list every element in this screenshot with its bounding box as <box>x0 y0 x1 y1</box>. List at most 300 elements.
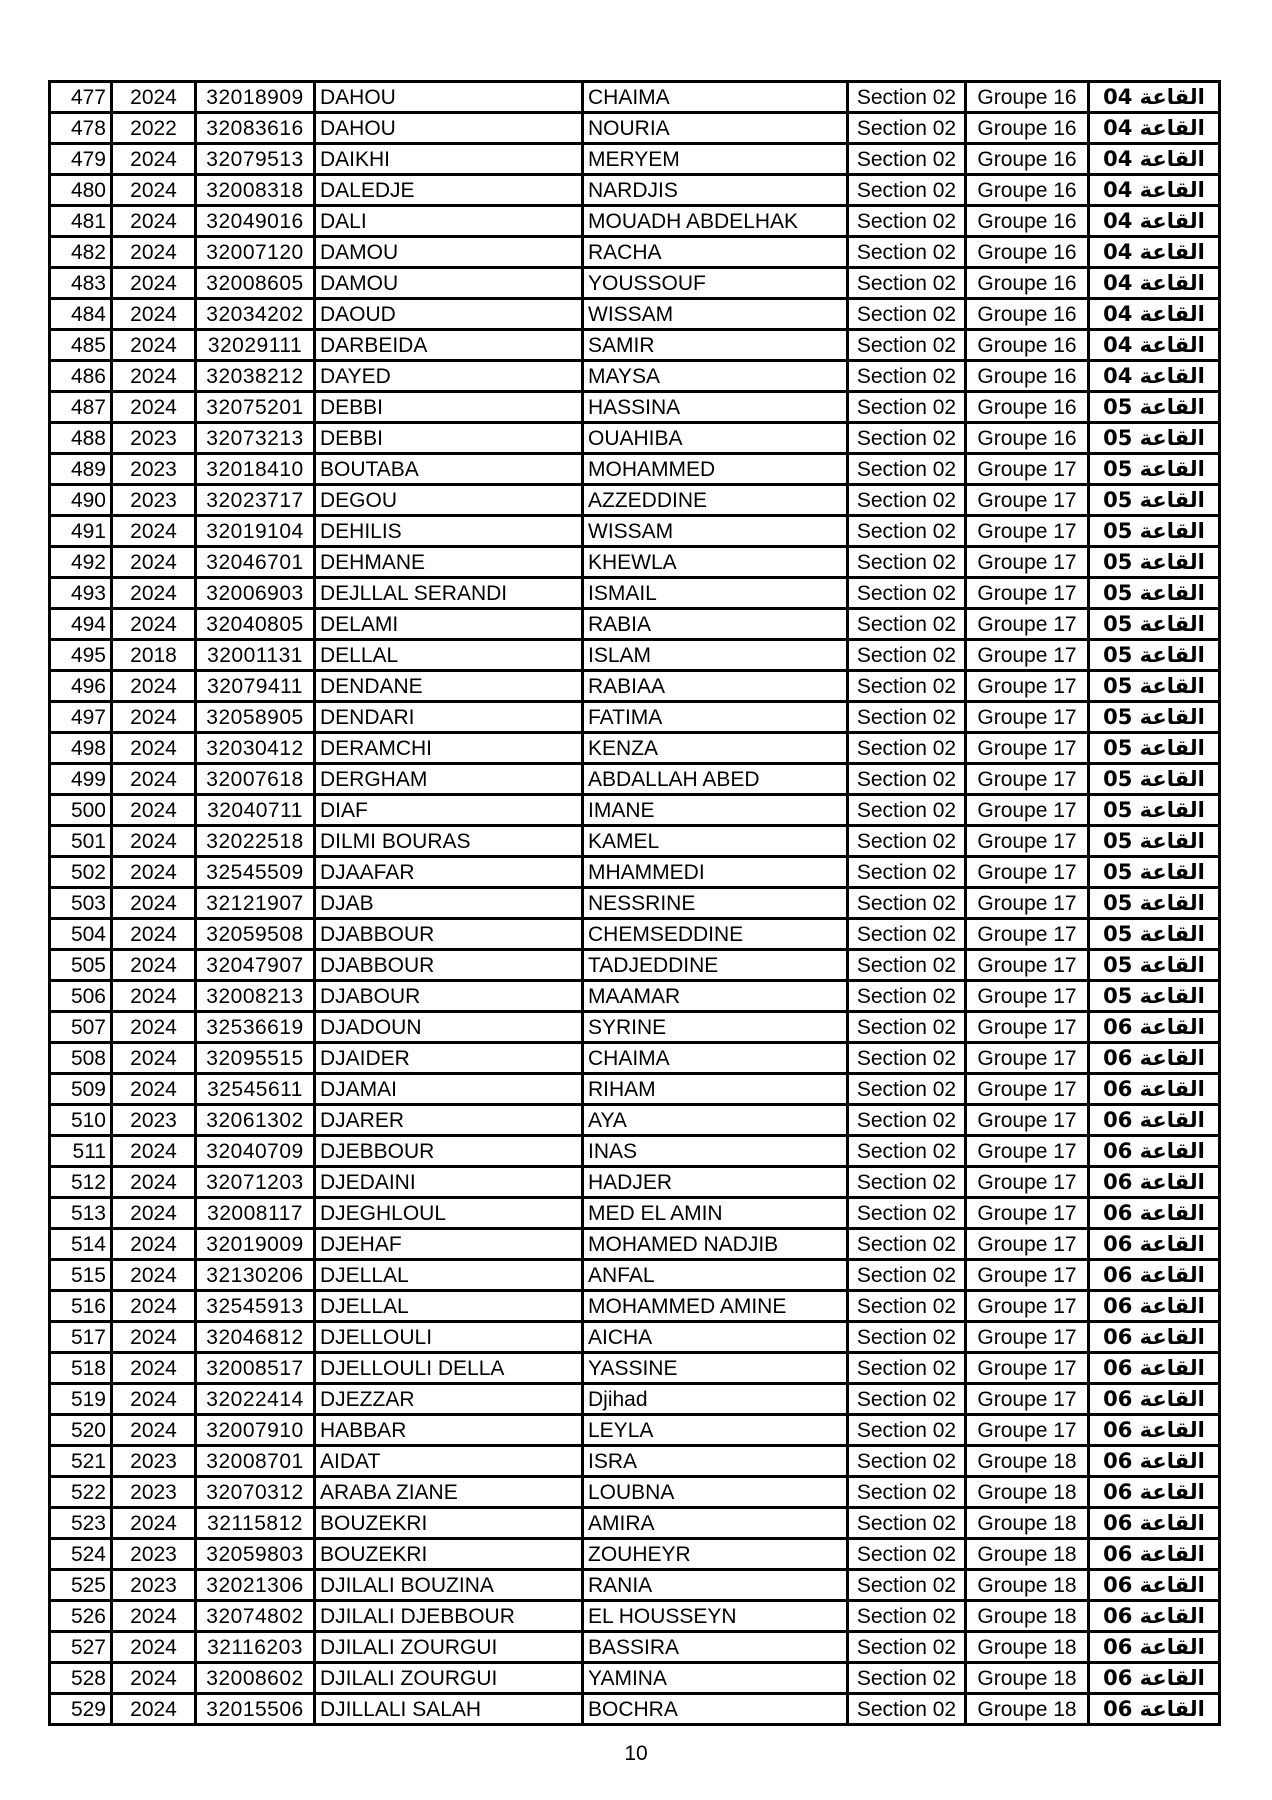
table-row <box>50 1260 1220 1291</box>
cell-last-name: DJILALI BOUZINA <box>315 1570 583 1601</box>
cell-last-name: DAMOU <box>315 237 583 268</box>
cell-registration-id: 32034202 <box>196 299 315 330</box>
cell-year: 2023 <box>112 485 196 516</box>
cell-section: Section 02 <box>848 547 966 578</box>
table-row <box>50 578 1220 609</box>
cell-room: القاعة 05 <box>1089 609 1220 640</box>
cell-first-name: BASSIRA <box>583 1632 848 1663</box>
table-row <box>50 1384 1220 1415</box>
table-row <box>50 113 1220 144</box>
cell-year: 2024 <box>112 268 196 299</box>
cell-group: Groupe 17 <box>966 733 1089 764</box>
cell-section: Section 02 <box>848 1322 966 1353</box>
cell-first-name: WISSAM <box>583 299 848 330</box>
cell-registration-id: 32040805 <box>196 609 315 640</box>
cell-group: Groupe 16 <box>966 423 1089 454</box>
cell-last-name: DAHOU <box>315 113 583 144</box>
cell-first-name: KAMEL <box>583 826 848 857</box>
cell-registration-id: 32049016 <box>196 206 315 237</box>
table-row <box>50 1198 1220 1229</box>
cell-year: 2024 <box>112 1694 196 1725</box>
cell-year: 2024 <box>112 578 196 609</box>
cell-first-name: CHEMSEDDINE <box>583 919 848 950</box>
cell-group: Groupe 16 <box>966 392 1089 423</box>
cell-first-name: BOCHRA <box>583 1694 848 1725</box>
cell-section: Section 02 <box>848 1446 966 1477</box>
cell-section: Section 02 <box>848 268 966 299</box>
cell-last-name: DJEGHLOUL <box>315 1198 583 1229</box>
cell-section: Section 02 <box>848 485 966 516</box>
cell-section: Section 02 <box>848 1570 966 1601</box>
cell-group: Groupe 16 <box>966 175 1089 206</box>
cell-room: القاعة 06 <box>1089 1229 1220 1260</box>
cell-section: Section 02 <box>848 1353 966 1384</box>
cell-section: Section 02 <box>848 1694 966 1725</box>
cell-year: 2024 <box>112 1663 196 1694</box>
cell-room: القاعة 05 <box>1089 516 1220 547</box>
cell-last-name: DJADOUN <box>315 1012 583 1043</box>
cell-section: Section 02 <box>848 299 966 330</box>
cell-group: Groupe 17 <box>966 795 1089 826</box>
cell-last-name: DELLAL <box>315 640 583 671</box>
cell-first-name: RABIAA <box>583 671 848 702</box>
cell-registration-id: 32536619 <box>196 1012 315 1043</box>
cell-year: 2024 <box>112 516 196 547</box>
table-row <box>50 175 1220 206</box>
cell-registration-id: 32083616 <box>196 113 315 144</box>
table-row <box>50 1601 1220 1632</box>
cell-section: Section 02 <box>848 1384 966 1415</box>
cell-last-name: DAYED <box>315 361 583 392</box>
cell-section: Section 02 <box>848 1477 966 1508</box>
cell-row-number: 494 <box>50 609 112 640</box>
cell-group: Groupe 18 <box>966 1508 1089 1539</box>
table-row <box>50 640 1220 671</box>
cell-year: 2023 <box>112 1446 196 1477</box>
cell-room: القاعة 06 <box>1089 1198 1220 1229</box>
cell-section: Section 02 <box>848 1043 966 1074</box>
table-row <box>50 1105 1220 1136</box>
cell-registration-id: 32019009 <box>196 1229 315 1260</box>
table-row <box>50 795 1220 826</box>
cell-year: 2024 <box>112 299 196 330</box>
cell-last-name: DAMOU <box>315 268 583 299</box>
cell-year: 2024 <box>112 857 196 888</box>
cell-group: Groupe 16 <box>966 144 1089 175</box>
cell-room: القاعة 04 <box>1089 361 1220 392</box>
cell-group: Groupe 16 <box>966 113 1089 144</box>
cell-registration-id: 32008213 <box>196 981 315 1012</box>
cell-row-number: 500 <box>50 795 112 826</box>
cell-section: Section 02 <box>848 1136 966 1167</box>
table-row <box>50 144 1220 175</box>
cell-registration-id: 32007910 <box>196 1415 315 1446</box>
cell-year: 2024 <box>112 733 196 764</box>
table-row <box>50 485 1220 516</box>
cell-group: Groupe 17 <box>966 485 1089 516</box>
cell-section: Section 02 <box>848 175 966 206</box>
cell-group: Groupe 18 <box>966 1446 1089 1477</box>
cell-row-number: 528 <box>50 1663 112 1694</box>
cell-first-name: NARDJIS <box>583 175 848 206</box>
cell-room: القاعة 06 <box>1089 1291 1220 1322</box>
cell-group: Groupe 16 <box>966 330 1089 361</box>
cell-group: Groupe 17 <box>966 702 1089 733</box>
cell-registration-id: 32073213 <box>196 423 315 454</box>
cell-room: القاعة 06 <box>1089 1632 1220 1663</box>
cell-first-name: ABDALLAH ABED <box>583 764 848 795</box>
cell-row-number: 489 <box>50 454 112 485</box>
table-row <box>50 1043 1220 1074</box>
cell-year: 2024 <box>112 1043 196 1074</box>
cell-group: Groupe 18 <box>966 1663 1089 1694</box>
cell-room: القاعة 04 <box>1089 82 1220 113</box>
cell-row-number: 497 <box>50 702 112 733</box>
cell-year: 2018 <box>112 640 196 671</box>
cell-last-name: DARBEIDA <box>315 330 583 361</box>
cell-registration-id: 32008517 <box>196 1353 315 1384</box>
cell-first-name: CHAIMA <box>583 1043 848 1074</box>
cell-row-number: 506 <box>50 981 112 1012</box>
cell-registration-id: 32018909 <box>196 82 315 113</box>
cell-row-number: 511 <box>50 1136 112 1167</box>
cell-section: Section 02 <box>848 1663 966 1694</box>
cell-last-name: BOUZEKRI <box>315 1539 583 1570</box>
cell-last-name: DJEZZAR <box>315 1384 583 1415</box>
cell-first-name: NOURIA <box>583 113 848 144</box>
table-row <box>50 206 1220 237</box>
cell-registration-id: 32075201 <box>196 392 315 423</box>
cell-row-number: 493 <box>50 578 112 609</box>
cell-section: Section 02 <box>848 919 966 950</box>
cell-row-number: 526 <box>50 1601 112 1632</box>
cell-registration-id: 32008318 <box>196 175 315 206</box>
cell-first-name: RANIA <box>583 1570 848 1601</box>
cell-section: Section 02 <box>848 1508 966 1539</box>
cell-year: 2023 <box>112 1477 196 1508</box>
cell-first-name: MAAMAR <box>583 981 848 1012</box>
cell-section: Section 02 <box>848 237 966 268</box>
cell-registration-id: 32058905 <box>196 702 315 733</box>
cell-last-name: DEBBI <box>315 392 583 423</box>
cell-registration-id: 32038212 <box>196 361 315 392</box>
cell-room: القاعة 04 <box>1089 268 1220 299</box>
cell-room: القاعة 06 <box>1089 1508 1220 1539</box>
cell-section: Section 02 <box>848 82 966 113</box>
cell-row-number: 488 <box>50 423 112 454</box>
cell-year: 2024 <box>112 175 196 206</box>
cell-room: القاعة 05 <box>1089 764 1220 795</box>
cell-group: Groupe 17 <box>966 1167 1089 1198</box>
cell-section: Section 02 <box>848 392 966 423</box>
cell-year: 2024 <box>112 1198 196 1229</box>
cell-row-number: 521 <box>50 1446 112 1477</box>
cell-registration-id: 32070312 <box>196 1477 315 1508</box>
cell-room: القاعة 04 <box>1089 330 1220 361</box>
cell-first-name: HADJER <box>583 1167 848 1198</box>
cell-row-number: 508 <box>50 1043 112 1074</box>
cell-registration-id: 32079411 <box>196 671 315 702</box>
cell-last-name: DILMI BOURAS <box>315 826 583 857</box>
cell-section: Section 02 <box>848 702 966 733</box>
cell-row-number: 517 <box>50 1322 112 1353</box>
cell-group: Groupe 16 <box>966 299 1089 330</box>
cell-group: Groupe 17 <box>966 888 1089 919</box>
table-row <box>50 1074 1220 1105</box>
cell-year: 2024 <box>112 144 196 175</box>
cell-room: القاعة 05 <box>1089 919 1220 950</box>
table-row <box>50 1167 1220 1198</box>
table-body <box>50 82 1220 1725</box>
cell-group: Groupe 17 <box>966 516 1089 547</box>
cell-registration-id: 32019104 <box>196 516 315 547</box>
cell-registration-id: 32115812 <box>196 1508 315 1539</box>
cell-registration-id: 32059508 <box>196 919 315 950</box>
cell-first-name: ISRA <box>583 1446 848 1477</box>
cell-last-name: DJEDAINI <box>315 1167 583 1198</box>
table-row <box>50 237 1220 268</box>
cell-row-number: 515 <box>50 1260 112 1291</box>
cell-section: Section 02 <box>848 1601 966 1632</box>
cell-section: Section 02 <box>848 857 966 888</box>
cell-row-number: 512 <box>50 1167 112 1198</box>
cell-row-number: 483 <box>50 268 112 299</box>
cell-row-number: 485 <box>50 330 112 361</box>
cell-group: Groupe 17 <box>966 764 1089 795</box>
cell-last-name: AIDAT <box>315 1446 583 1477</box>
cell-group: Groupe 16 <box>966 206 1089 237</box>
cell-room: القاعة 06 <box>1089 1074 1220 1105</box>
cell-section: Section 02 <box>848 144 966 175</box>
cell-row-number: 529 <box>50 1694 112 1725</box>
cell-first-name: MOHAMMED <box>583 454 848 485</box>
cell-row-number: 514 <box>50 1229 112 1260</box>
cell-first-name: SAMIR <box>583 330 848 361</box>
table-row <box>50 1570 1220 1601</box>
cell-group: Groupe 17 <box>966 1136 1089 1167</box>
cell-registration-id: 32079513 <box>196 144 315 175</box>
cell-section: Section 02 <box>848 1415 966 1446</box>
table-row <box>50 1477 1220 1508</box>
cell-row-number: 496 <box>50 671 112 702</box>
cell-group: Groupe 17 <box>966 1415 1089 1446</box>
cell-last-name: DJAMAI <box>315 1074 583 1105</box>
cell-year: 2024 <box>112 1074 196 1105</box>
cell-last-name: DELAMI <box>315 609 583 640</box>
cell-last-name: BOUTABA <box>315 454 583 485</box>
cell-last-name: DJAIDER <box>315 1043 583 1074</box>
cell-last-name: DJELLOULI DELLA <box>315 1353 583 1384</box>
cell-registration-id: 32071203 <box>196 1167 315 1198</box>
cell-first-name: HASSINA <box>583 392 848 423</box>
cell-row-number: 477 <box>50 82 112 113</box>
cell-group: Groupe 17 <box>966 578 1089 609</box>
table-row <box>50 764 1220 795</box>
cell-room: القاعة 05 <box>1089 857 1220 888</box>
cell-last-name: ARABA ZIANE <box>315 1477 583 1508</box>
cell-last-name: DAIKHI <box>315 144 583 175</box>
cell-year: 2024 <box>112 1601 196 1632</box>
cell-room: القاعة 04 <box>1089 175 1220 206</box>
cell-row-number: 519 <box>50 1384 112 1415</box>
cell-year: 2024 <box>112 1322 196 1353</box>
cell-first-name: Djihad <box>583 1384 848 1415</box>
cell-first-name: ZOUHEYR <box>583 1539 848 1570</box>
cell-group: Groupe 17 <box>966 1198 1089 1229</box>
cell-registration-id: 32074802 <box>196 1601 315 1632</box>
cell-section: Section 02 <box>848 423 966 454</box>
cell-registration-id: 32008117 <box>196 1198 315 1229</box>
cell-group: Groupe 17 <box>966 609 1089 640</box>
cell-year: 2024 <box>112 1012 196 1043</box>
cell-group: Groupe 17 <box>966 1384 1089 1415</box>
cell-year: 2022 <box>112 113 196 144</box>
cell-group: Groupe 16 <box>966 268 1089 299</box>
cell-section: Section 02 <box>848 826 966 857</box>
table-row <box>50 1508 1220 1539</box>
cell-year: 2024 <box>112 1291 196 1322</box>
cell-row-number: 499 <box>50 764 112 795</box>
cell-last-name: DALEDJE <box>315 175 583 206</box>
cell-registration-id: 32008602 <box>196 1663 315 1694</box>
table-row <box>50 361 1220 392</box>
cell-year: 2024 <box>112 1384 196 1415</box>
cell-first-name: ISMAIL <box>583 578 848 609</box>
cell-row-number: 507 <box>50 1012 112 1043</box>
cell-first-name: YAMINA <box>583 1663 848 1694</box>
cell-section: Section 02 <box>848 1260 966 1291</box>
table-row <box>50 857 1220 888</box>
cell-room: القاعة 06 <box>1089 1663 1220 1694</box>
cell-section: Section 02 <box>848 1105 966 1136</box>
cell-last-name: DJAAFAR <box>315 857 583 888</box>
cell-row-number: 482 <box>50 237 112 268</box>
cell-group: Groupe 17 <box>966 1291 1089 1322</box>
cell-row-number: 523 <box>50 1508 112 1539</box>
cell-first-name: MOHAMMED AMINE <box>583 1291 848 1322</box>
cell-first-name: ANFAL <box>583 1260 848 1291</box>
cell-room: القاعة 05 <box>1089 671 1220 702</box>
cell-registration-id: 32059803 <box>196 1539 315 1570</box>
cell-first-name: AZZEDDINE <box>583 485 848 516</box>
cell-room: القاعة 05 <box>1089 826 1220 857</box>
cell-room: القاعة 06 <box>1089 1167 1220 1198</box>
cell-room: القاعة 05 <box>1089 547 1220 578</box>
cell-last-name: DJAB <box>315 888 583 919</box>
cell-registration-id: 32022518 <box>196 826 315 857</box>
cell-last-name: DEGOU <box>315 485 583 516</box>
cell-first-name: TADJEDDINE <box>583 950 848 981</box>
cell-year: 2024 <box>112 1136 196 1167</box>
cell-first-name: WISSAM <box>583 516 848 547</box>
cell-group: Groupe 17 <box>966 1043 1089 1074</box>
cell-row-number: 505 <box>50 950 112 981</box>
table-row <box>50 423 1220 454</box>
cell-first-name: MHAMMEDI <box>583 857 848 888</box>
cell-row-number: 487 <box>50 392 112 423</box>
cell-row-number: 501 <box>50 826 112 857</box>
cell-last-name: DAHOU <box>315 82 583 113</box>
cell-last-name: DJABBOUR <box>315 919 583 950</box>
cell-last-name: DAOUD <box>315 299 583 330</box>
cell-section: Section 02 <box>848 1167 966 1198</box>
cell-year: 2024 <box>112 1415 196 1446</box>
cell-row-number: 518 <box>50 1353 112 1384</box>
cell-first-name: MAYSA <box>583 361 848 392</box>
cell-row-number: 502 <box>50 857 112 888</box>
exam-room-assignment-table <box>48 80 1221 1726</box>
cell-group: Groupe 17 <box>966 981 1089 1012</box>
cell-first-name: IMANE <box>583 795 848 826</box>
cell-group: Groupe 16 <box>966 82 1089 113</box>
cell-row-number: 498 <box>50 733 112 764</box>
cell-row-number: 520 <box>50 1415 112 1446</box>
table-row <box>50 1229 1220 1260</box>
cell-section: Section 02 <box>848 1198 966 1229</box>
cell-year: 2024 <box>112 361 196 392</box>
cell-group: Groupe 18 <box>966 1477 1089 1508</box>
cell-first-name: RIHAM <box>583 1074 848 1105</box>
cell-year: 2024 <box>112 206 196 237</box>
cell-group: Groupe 17 <box>966 950 1089 981</box>
cell-last-name: DENDANE <box>315 671 583 702</box>
cell-row-number: 503 <box>50 888 112 919</box>
cell-registration-id: 32061302 <box>196 1105 315 1136</box>
cell-last-name: DJELLOULI <box>315 1322 583 1353</box>
table-row <box>50 1663 1220 1694</box>
cell-room: القاعة 06 <box>1089 1446 1220 1477</box>
cell-first-name: OUAHIBA <box>583 423 848 454</box>
cell-row-number: 510 <box>50 1105 112 1136</box>
cell-year: 2024 <box>112 950 196 981</box>
cell-group: Groupe 17 <box>966 1074 1089 1105</box>
cell-first-name: MOHAMED NADJIB <box>583 1229 848 1260</box>
table-row <box>50 268 1220 299</box>
cell-section: Section 02 <box>848 888 966 919</box>
cell-room: القاعة 04 <box>1089 237 1220 268</box>
table-row <box>50 1353 1220 1384</box>
cell-registration-id: 32116203 <box>196 1632 315 1663</box>
cell-group: Groupe 17 <box>966 1105 1089 1136</box>
cell-first-name: AMIRA <box>583 1508 848 1539</box>
cell-registration-id: 32545913 <box>196 1291 315 1322</box>
cell-last-name: DJILLALI SALAH <box>315 1694 583 1725</box>
cell-section: Section 02 <box>848 454 966 485</box>
cell-year: 2024 <box>112 764 196 795</box>
cell-first-name: SYRINE <box>583 1012 848 1043</box>
cell-row-number: 491 <box>50 516 112 547</box>
cell-section: Section 02 <box>848 578 966 609</box>
cell-room: القاعة 05 <box>1089 578 1220 609</box>
cell-section: Section 02 <box>848 1074 966 1105</box>
cell-last-name: DJARER <box>315 1105 583 1136</box>
cell-year: 2024 <box>112 826 196 857</box>
cell-room: القاعة 06 <box>1089 1043 1220 1074</box>
cell-year: 2024 <box>112 1260 196 1291</box>
cell-row-number: 516 <box>50 1291 112 1322</box>
cell-group: Groupe 18 <box>966 1539 1089 1570</box>
cell-year: 2024 <box>112 1167 196 1198</box>
cell-registration-id: 32023717 <box>196 485 315 516</box>
cell-first-name: YASSINE <box>583 1353 848 1384</box>
cell-registration-id: 32007618 <box>196 764 315 795</box>
cell-last-name: DJILALI ZOURGUI <box>315 1632 583 1663</box>
cell-room: القاعة 06 <box>1089 1260 1220 1291</box>
table-row <box>50 1694 1220 1725</box>
cell-group: Groupe 16 <box>966 361 1089 392</box>
table-row <box>50 392 1220 423</box>
cell-first-name: ISLAM <box>583 640 848 671</box>
